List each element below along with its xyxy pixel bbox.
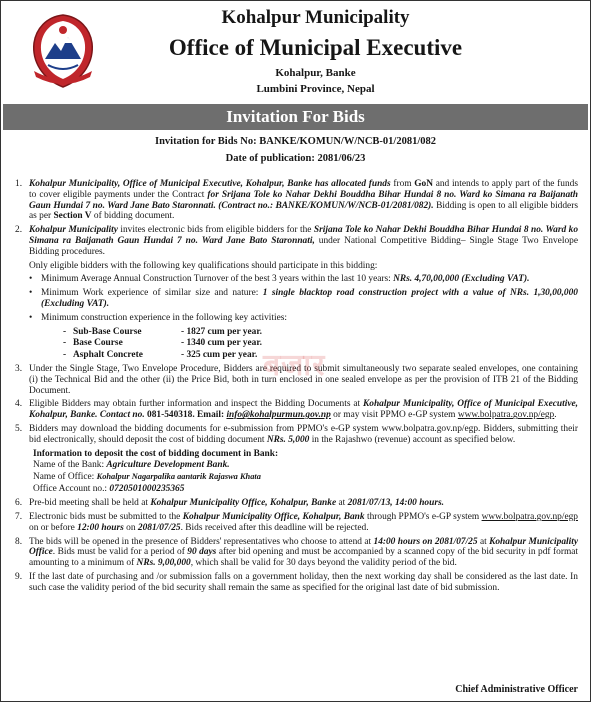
qualification-turnover bbox=[15, 274, 578, 285]
activity-quantity: - 325 cum per year. bbox=[181, 349, 258, 360]
bid-reference-number: BANKE/KOMUN/W/NCB-01/2081/082 bbox=[259, 136, 436, 147]
activity-row bbox=[63, 327, 578, 339]
contact-email-link[interactable]: info@kohalpurmun.gov.np bbox=[226, 410, 331, 421]
activity-dash: - bbox=[63, 326, 67, 337]
qualification-value: NRs. 4,70,00,000 (Excluding VAT). bbox=[393, 274, 530, 285]
clause-text: 2081/07/25 bbox=[137, 522, 181, 533]
clause-number: 1. bbox=[15, 179, 23, 189]
clause-text: 12:00 hours bbox=[77, 522, 124, 533]
activity-quantity: - 1340 cum per year. bbox=[181, 338, 262, 349]
clause-number: 5. bbox=[15, 424, 23, 435]
clause-text: If the last date of purchasing and /or submission falls on a government holiday, then the next working day shall be considered as the last date. In such case the validity period of the bid security shall remain the same as specified for the original last date of bid submission. bbox=[29, 572, 578, 593]
clause-text: Kohalpur Municipality Office, Kohalpur, Banke bbox=[150, 498, 337, 509]
clause-text: 2081/07/13, 14:00 hours. bbox=[347, 498, 444, 509]
clause-2 bbox=[15, 225, 578, 257]
publication-date bbox=[1, 153, 590, 164]
clause-7 bbox=[15, 512, 578, 534]
qualification-text: Minimum Work experience of similar size and nature: bbox=[41, 288, 263, 299]
bid-reference bbox=[1, 136, 590, 147]
bank-deposit-info bbox=[15, 449, 578, 496]
clause-text: Under the Single Stage, Two Envelope Procedure, Bidders are required to submit simultaneously two separate sealed envelopes, one containing (i) the Technical Bid and the other (ii) the Price Bid, both in turn enclosed in one sealed envelope as per the provision of ITB 21 of the Bidding Document. bbox=[29, 364, 578, 396]
office-name: Office of Municipal Executive bbox=[168, 35, 463, 60]
qualification-experience bbox=[15, 288, 578, 310]
clause-text: from bbox=[390, 179, 415, 189]
clause-text: for Srijana Tole ko Nahar Dekhi Bouddha Bihar Hundai 8 no. Ward ko Simana ra Baijanath Gaun Hundai 7 no. Ward Jane Bato Staronnati. (Contract no.: BANKE/KOMUN/W/NCB-01/2081/082). bbox=[29, 189, 578, 211]
notice-title-banner: Invitation For Bids bbox=[3, 104, 588, 130]
notice-body bbox=[15, 179, 578, 597]
clause-number: 7. bbox=[15, 512, 23, 523]
clause-number: 3. bbox=[15, 364, 23, 375]
clause-text: Kohalpur Municipality, Office of Municipal Executive, Kohalpur, Banke. Contact no. bbox=[29, 399, 578, 421]
clause-text: or may visit PPMO e-GP system bbox=[330, 410, 458, 421]
clause-text: . Bids received after this deadline will be rejected. bbox=[180, 522, 369, 533]
publication-date-label: Date of publication: bbox=[225, 153, 318, 164]
clause-text: of bidding document. bbox=[91, 211, 175, 222]
signatory-title: Chief Administrative Officer bbox=[455, 684, 578, 695]
clause-text: Pre-bid meeting shall be held at bbox=[29, 498, 151, 509]
clause-5 bbox=[15, 424, 578, 446]
clause-text: Kohalpur Municipality Office, Kohalpur, Bank bbox=[182, 512, 365, 523]
clause-text: 081-540318. Email: bbox=[147, 410, 227, 421]
account-number-label: Office Account no.: bbox=[33, 483, 110, 494]
egp-portal-link[interactable]: www.bolpatra.gov.np/egp bbox=[481, 512, 578, 523]
clause-number: 4. bbox=[15, 399, 23, 410]
clause-text: NRs. 5,000 bbox=[266, 434, 310, 445]
clause-text: Kohalpur Municipality bbox=[29, 225, 118, 236]
clause-6 bbox=[15, 498, 578, 509]
clause-text: Kohalpur Municipality Office bbox=[29, 536, 578, 558]
clause-1 bbox=[15, 179, 578, 222]
activity-name: Base Course bbox=[73, 338, 123, 349]
clause-text: and intends to apply part of the funds to cover eligible payments under the Contract bbox=[29, 179, 578, 200]
bank-name-row bbox=[33, 460, 578, 471]
clause-text: Bidders may download the bidding documents for e-submission from PPMO's e-GP system www.bolpatra.gov.np/egp. Bidders, submitting their bid electronically, should deposit the cost of bidding document bbox=[29, 424, 578, 445]
bank-name-value: Agriculture Development Bank. bbox=[106, 460, 230, 471]
deposit-heading: Information to deposit the cost of bidding document in Bank: bbox=[33, 448, 279, 459]
bid-reference-label: Invitation for Bids No: bbox=[154, 136, 260, 147]
clause-8 bbox=[15, 537, 578, 569]
clause-text: . bbox=[554, 410, 557, 421]
clause-text: Kohalpur Municipality, Office of Municipal Executive, Kohalpur, Banke has allocated funds bbox=[29, 179, 391, 189]
activity-name: Sub-Base Course bbox=[73, 326, 142, 337]
clause-text: invites electronic bids from eligible bidders for the bbox=[117, 225, 314, 236]
clause-text: at bbox=[336, 498, 348, 509]
egp-portal-link[interactable]: www.bolpatra.gov.np/egp bbox=[457, 410, 555, 421]
publication-date-value: 2081/06/23 bbox=[317, 153, 366, 164]
qualification-activities: • Minimum construction experience in the following key activities: bbox=[15, 313, 578, 324]
account-number-value: 0720501000235365 bbox=[109, 483, 185, 494]
clause-number: 6. bbox=[15, 498, 23, 509]
clause-text: 14:00 hours on 2081/07/25 bbox=[373, 536, 478, 547]
account-number-row bbox=[33, 484, 578, 495]
clause-text: . Bids must be valid for a period of bbox=[52, 547, 188, 558]
qualification-value: 1 single blacktop road construction project with a value of NRs. 1,30,00,000 (Excluding VAT). bbox=[41, 288, 578, 309]
clause-text: The bids will be opened in the presence of Bidders' representatives who choose to attend at bbox=[29, 536, 374, 547]
clause-text: GoN bbox=[414, 179, 434, 189]
clause-number: 8. bbox=[15, 536, 23, 547]
clause-text: after bid opening and must be accompanied by a scanned copy of the bid security in pdf format amounting to a minimum of bbox=[29, 547, 579, 569]
clause-text: on or before bbox=[29, 522, 78, 533]
office-name-row bbox=[33, 471, 578, 483]
clause-text: NRs. 9,00,000 bbox=[136, 558, 191, 569]
activity-name: Asphalt Concrete bbox=[73, 349, 143, 360]
address-line-2: Lumbini Province, Nepal bbox=[256, 83, 375, 95]
qualification-text: Minimum Average Annual Construction Turnover of the best 3 years within the last 10 years: bbox=[41, 274, 394, 285]
clause-text: Eligible Bidders may obtain further information and inspect the Bidding Documents at bbox=[29, 399, 364, 410]
municipality-name: Kohalpur Municipality bbox=[221, 7, 410, 28]
activity-dash: - bbox=[63, 349, 67, 360]
clause-4 bbox=[15, 399, 578, 421]
clause-text: Srijana Tole ko Nahar Dekhi Bouddha Bihar Hundai 8 no. Ward ko Simana ra Baijanath Gaun Hundai 7 no. Ward Jane Bato Staronnati, bbox=[29, 225, 579, 246]
publisher-watermark: बजार bbox=[263, 348, 326, 383]
clause-text: through PPMO's e-GP system bbox=[364, 512, 482, 523]
activity-quantity: - 1827 cum per year. bbox=[181, 326, 262, 337]
clause-text: at bbox=[477, 536, 490, 547]
clause-text: , which shall be valid for 30 days beyond the validity period of the bid. bbox=[190, 558, 457, 569]
clause-text: Bidding is open to all eligible bidders as per bbox=[29, 200, 578, 222]
clause-text: Electronic bids must be submitted to the bbox=[29, 512, 183, 523]
clause-number: 9. bbox=[15, 572, 23, 583]
clause-text: under National Competitive Bidding– Single Stage Two Envelope Bidding procedures. bbox=[29, 235, 578, 257]
qualification-intro: Only eligible bidders with the following key qualifications should participate in this bidding: bbox=[29, 260, 378, 271]
office-name-label: Name of Office: bbox=[33, 472, 97, 483]
bank-name-label: Name of the Bank: bbox=[33, 460, 107, 471]
clause-text: 90 days bbox=[187, 547, 217, 558]
clause-9 bbox=[15, 572, 578, 594]
clause-number: 2. bbox=[15, 225, 23, 236]
address-line-1: Kohalpur, Banke bbox=[275, 67, 356, 79]
clause-text: in the Rajashwo (revenue) account as specified below. bbox=[309, 434, 516, 445]
activity-dash: - bbox=[63, 338, 67, 349]
office-name-value: Kohalpur Nagarpalika aantarik Rajaswa Khata bbox=[96, 472, 261, 482]
clause-text: Section V bbox=[53, 211, 92, 222]
clause-text: on bbox=[123, 522, 138, 533]
